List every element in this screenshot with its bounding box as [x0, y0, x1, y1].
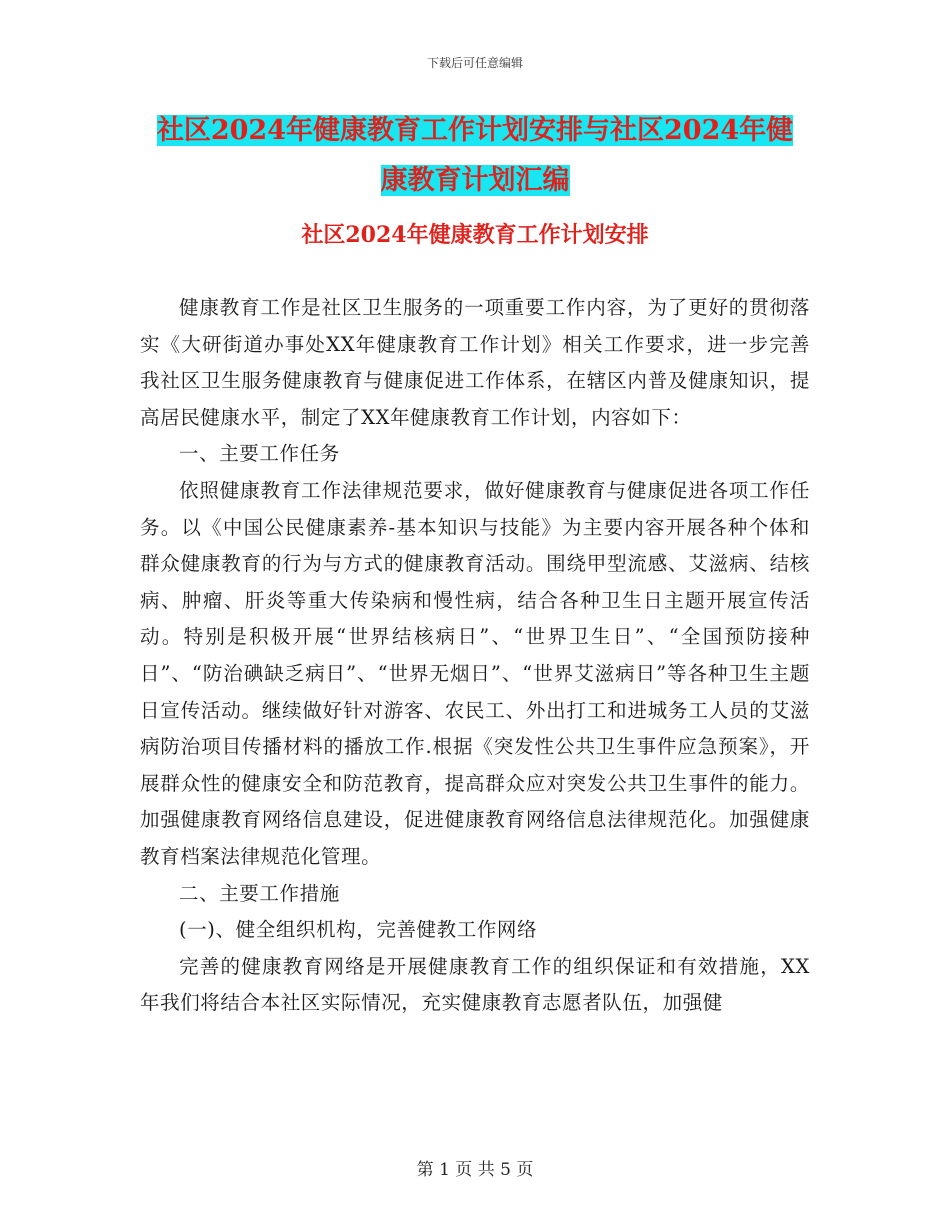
- paragraph-main-tasks: 依照健康教育工作法律规范要求，做好健康教育与健康促进各项工作任务。以《中国公民健康素养-基本知识与技能》为主要内容开展各种个体和群众健康教育的行为与方式的健康教育活动。围绕甲型流感、艾滋病、结核病、肿瘤、肝炎等重大传染病和慢性病，结合各种卫生日主题开展宣传活动。特别是积极开展“世界结核病日”、“世界卫生日”、“全国预防接种日”、“防治碘缺乏病日”、“世界无烟日”、“世界艾滋病日”等各种卫生主题日宣传活动。继续做好针对游客、农民工、外出打工和进城务工人员的艾滋病防治项目传播材料的播放工作.根据《突发性公共卫生事件应急预案》，开展群众性的健康安全和防范教育，提高群众应对突发公共卫生事件的能力。加强健康教育网络信息建设，促进健康教育网络信息法律规范化。加强健康教育档案法律规范化管理。: [140, 478, 810, 868]
- heading-main-tasks: 一、主要工作任务: [179, 442, 340, 466]
- page-number: 第 1 页 共 5 页: [416, 1160, 534, 1180]
- document-title-line-1: 社区2024年健康教育工作计划安排与社区2024年健: [156, 115, 794, 146]
- paragraph-organization: 完善的健康教育网络是开展健康教育工作的组织保证和有效措施，XX年我们将结合本社区实际情况，充实健康教育志愿者队伍，加强健: [140, 954, 810, 1015]
- paragraph-intro: 健康教育工作是社区卫生服务的一项重要工作内容，为了更好的贯彻落实《大研街道办事处XX年健康教育工作计划》相关工作要求，进一步完善我社区卫生服务健康教育与健康促进工作体系，在辖区内普及健康知识，提高居民健康水平，制定了XX年健康教育工作计划，内容如下：: [140, 296, 810, 429]
- document-title-line-2: 康教育计划汇编: [380, 165, 570, 196]
- section-title: 社区2024年健康教育工作计划安排: [301, 222, 649, 248]
- document-title: [140, 106, 810, 206]
- header-note: 下载后可任意编辑: [426, 56, 523, 70]
- heading-main-measures: 二、主要工作措施: [179, 881, 340, 905]
- subheading-organization: (一)、健全组织机构，完善健教工作网络: [179, 918, 538, 942]
- document-body: [140, 290, 810, 1022]
